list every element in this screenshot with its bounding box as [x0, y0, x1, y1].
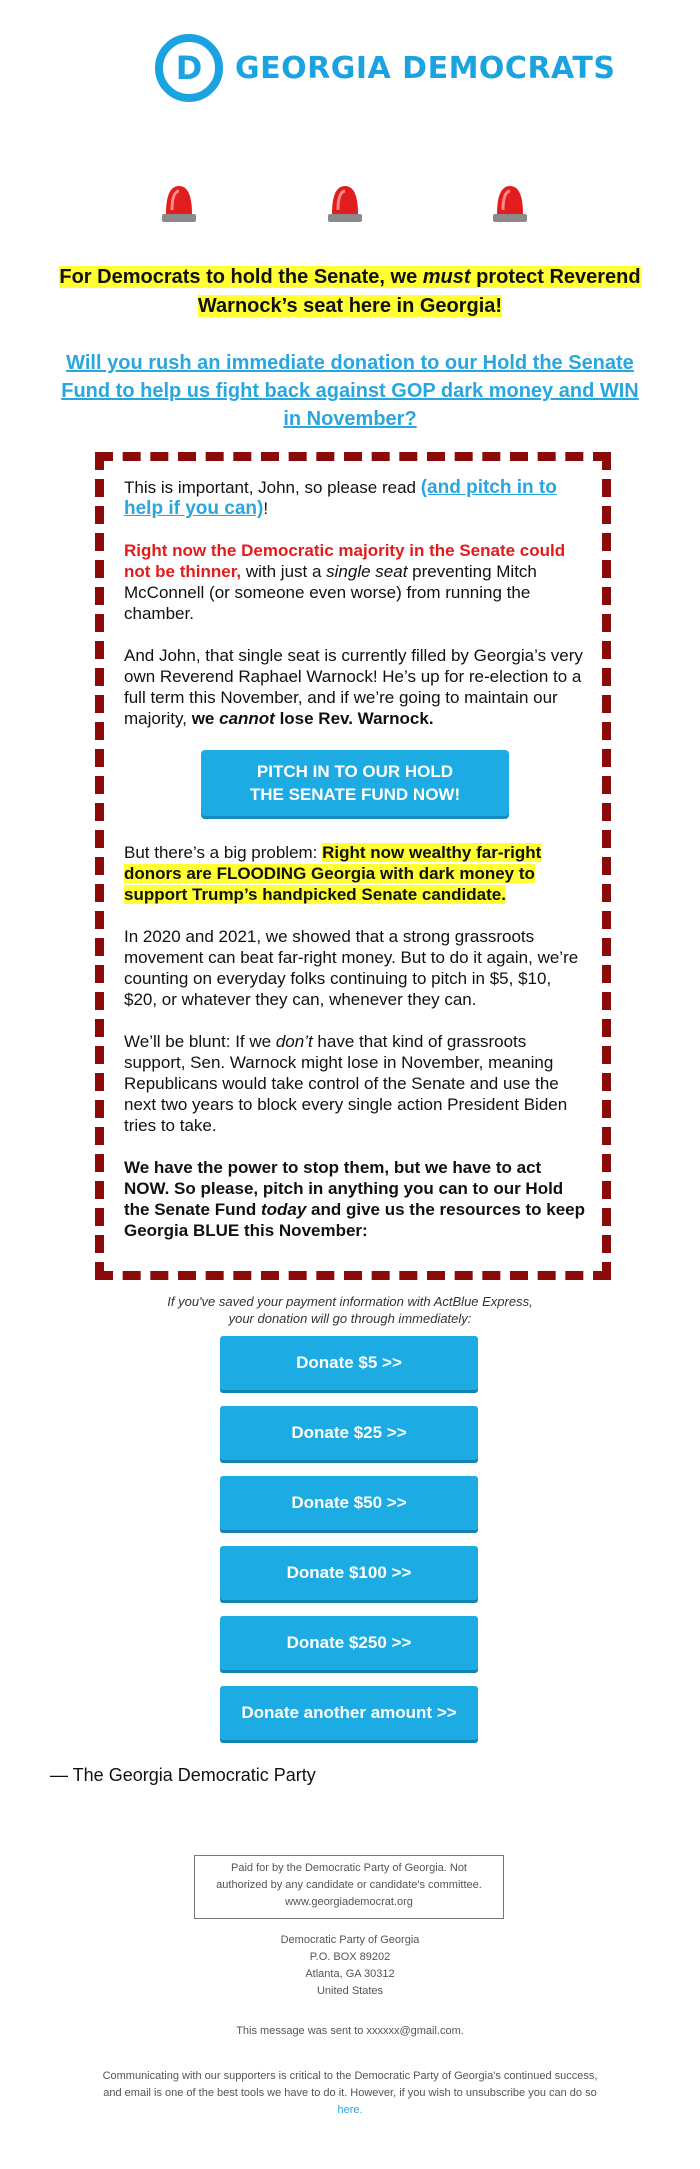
sent-to-notice [150, 2025, 550, 2037]
paragraph-problem [124, 842, 586, 905]
paragraph-grassroots: In 2020 and 2021, we showed that a strong grassroots movement can beat far-right money. But to do it again, we’re counting on everyday folks continuing to pitch in $5, $10, $20, or whatever they can, whenever they can. [124, 927, 579, 1009]
address-line: P.O. BOX 89202 [309, 1951, 391, 1963]
sent-to-prefix: This message was sent to [236, 2025, 367, 2037]
warnock-bold: we [191, 709, 220, 728]
donate-50-button[interactable]: Donate $50 >> [220, 1476, 478, 1530]
paragraph-blunt [124, 1031, 586, 1136]
donation-cta-link[interactable]: Will you rush an immediate donation to our Hold the Senate Fund to help us fight back against GOP dark money and WIN in November? [61, 352, 639, 430]
cannot-bold-italic: cannot [219, 709, 275, 728]
recipient-email: xxxxxx@gmail.com. [366, 2025, 464, 2037]
headline-text-end: protect Reverend Warnock’s seat here in Georgia! [197, 266, 641, 317]
pitch-in-link[interactable]: (and pitch in to help if you can) [124, 477, 557, 519]
logo-text: GEORGIA DEMOCRATS [235, 50, 616, 86]
signature: — The Georgia Democratic Party [50, 1765, 316, 1785]
power-text: We have the power to stop them, but we have to act NOW. So please, pitch in anything you can to our Hold the Senate Fund [124, 1158, 564, 1219]
intro-end: ! [263, 499, 269, 518]
blunt-text-end: have that kind of grassroots support, Sen. Warnock might lose in November, meaning Republicans would take control of the Senate and use the next two years to block every single action President Biden tries to take. [124, 1032, 568, 1135]
pitch-in-button[interactable] [201, 750, 509, 816]
intro-text: This is important, John, so please read [124, 478, 421, 497]
pitch-button-line2: THE SENATE FUND NOW! [249, 785, 461, 804]
unsubscribe-disclaimer [100, 2068, 600, 2119]
majority-text-end: preventing Mitch McConnell (or someone even worse) from running the chamber. [124, 562, 537, 623]
paid-line: authorized by any candidate or candidate's committee. [216, 1879, 482, 1891]
headline [40, 263, 660, 321]
headline-emphasis: must [422, 266, 471, 288]
blunt-text: We’ll be blunt: If we [124, 1032, 276, 1051]
warnock-bold-end: lose Rev. Warnock. [274, 709, 434, 728]
single-seat-italic: single seat [326, 562, 408, 581]
paragraph-power [124, 1157, 586, 1241]
warnock-text: And John, that single seat is currently filled by Georgia’s very own Reverend Raphael Warnock! He’s up for re-election to a full term this November, and if we’re going to maintain our majority, [124, 646, 583, 728]
paragraph-majority [124, 540, 586, 624]
problem-text: But there’s a big problem: [124, 843, 323, 862]
donate-5-button[interactable]: Donate $5 >> [220, 1336, 478, 1390]
paid-line: Paid for by the Democratic Party of Georgia. Not [231, 1862, 467, 1874]
pitch-button-line1: PITCH IN TO OUR HOLD [256, 762, 454, 781]
majority-red-text: Right now the Democratic majority in the Senate could not be thinner, [124, 541, 566, 581]
rotating-light-icon [159, 180, 199, 224]
website-url: www.georgiademocrat.org [285, 1896, 413, 1908]
disclaimer-text: Communicating with our supporters is critical to the Democratic Party of Georgia's continued success, and email is one of the best tools we have to do it. However, if you wish to unsubscribe you can do so [102, 2070, 598, 2099]
georgia-democrats-logo[interactable] [155, 34, 616, 102]
headline-text: For Democrats to hold the Senate, we [59, 266, 423, 288]
headline-highlight [59, 266, 640, 317]
address-line: United States [316, 1985, 384, 1997]
address-line: Atlanta, GA 30312 [305, 1968, 395, 1980]
address-line: Democratic Party of Georgia [280, 1934, 420, 1946]
express-note-line1: If you've saved your payment information with ActBlue Express, [167, 1294, 533, 1309]
message-box [95, 452, 611, 1280]
paragraph-warnock [124, 645, 586, 729]
rotating-light-icon [325, 180, 365, 224]
rotating-light-icon [490, 180, 530, 224]
power-text-end: and give us the resources to keep Georgia BLUE this November: [124, 1200, 586, 1240]
democrat-d-logo-icon [155, 34, 223, 102]
actblue-express-note [100, 1293, 600, 1327]
unsubscribe-link[interactable]: here. [337, 2104, 363, 2116]
donate-25-button[interactable]: Donate $25 >> [220, 1406, 478, 1460]
logo-letter: D [175, 49, 203, 87]
donate-other-amount-button[interactable]: Donate another amount >> [220, 1686, 478, 1740]
majority-text: with just a [241, 562, 327, 581]
mailing-address [200, 1932, 500, 2000]
paragraph-intro [124, 477, 586, 519]
dont-italic: don’t [275, 1032, 313, 1051]
paid-for-disclaimer [194, 1855, 504, 1919]
donate-100-button[interactable]: Donate $100 >> [220, 1546, 478, 1600]
message-body [124, 477, 586, 1262]
problem-highlight: Right now wealthy far-right donors are FLOODING Georgia with dark money to support Trump’s handpicked Senate candidate. [124, 843, 542, 904]
express-note-line2: your donation will go through immediately: [228, 1311, 472, 1326]
donate-250-button[interactable]: Donate $250 >> [220, 1616, 478, 1670]
today-italic: today [260, 1200, 307, 1219]
